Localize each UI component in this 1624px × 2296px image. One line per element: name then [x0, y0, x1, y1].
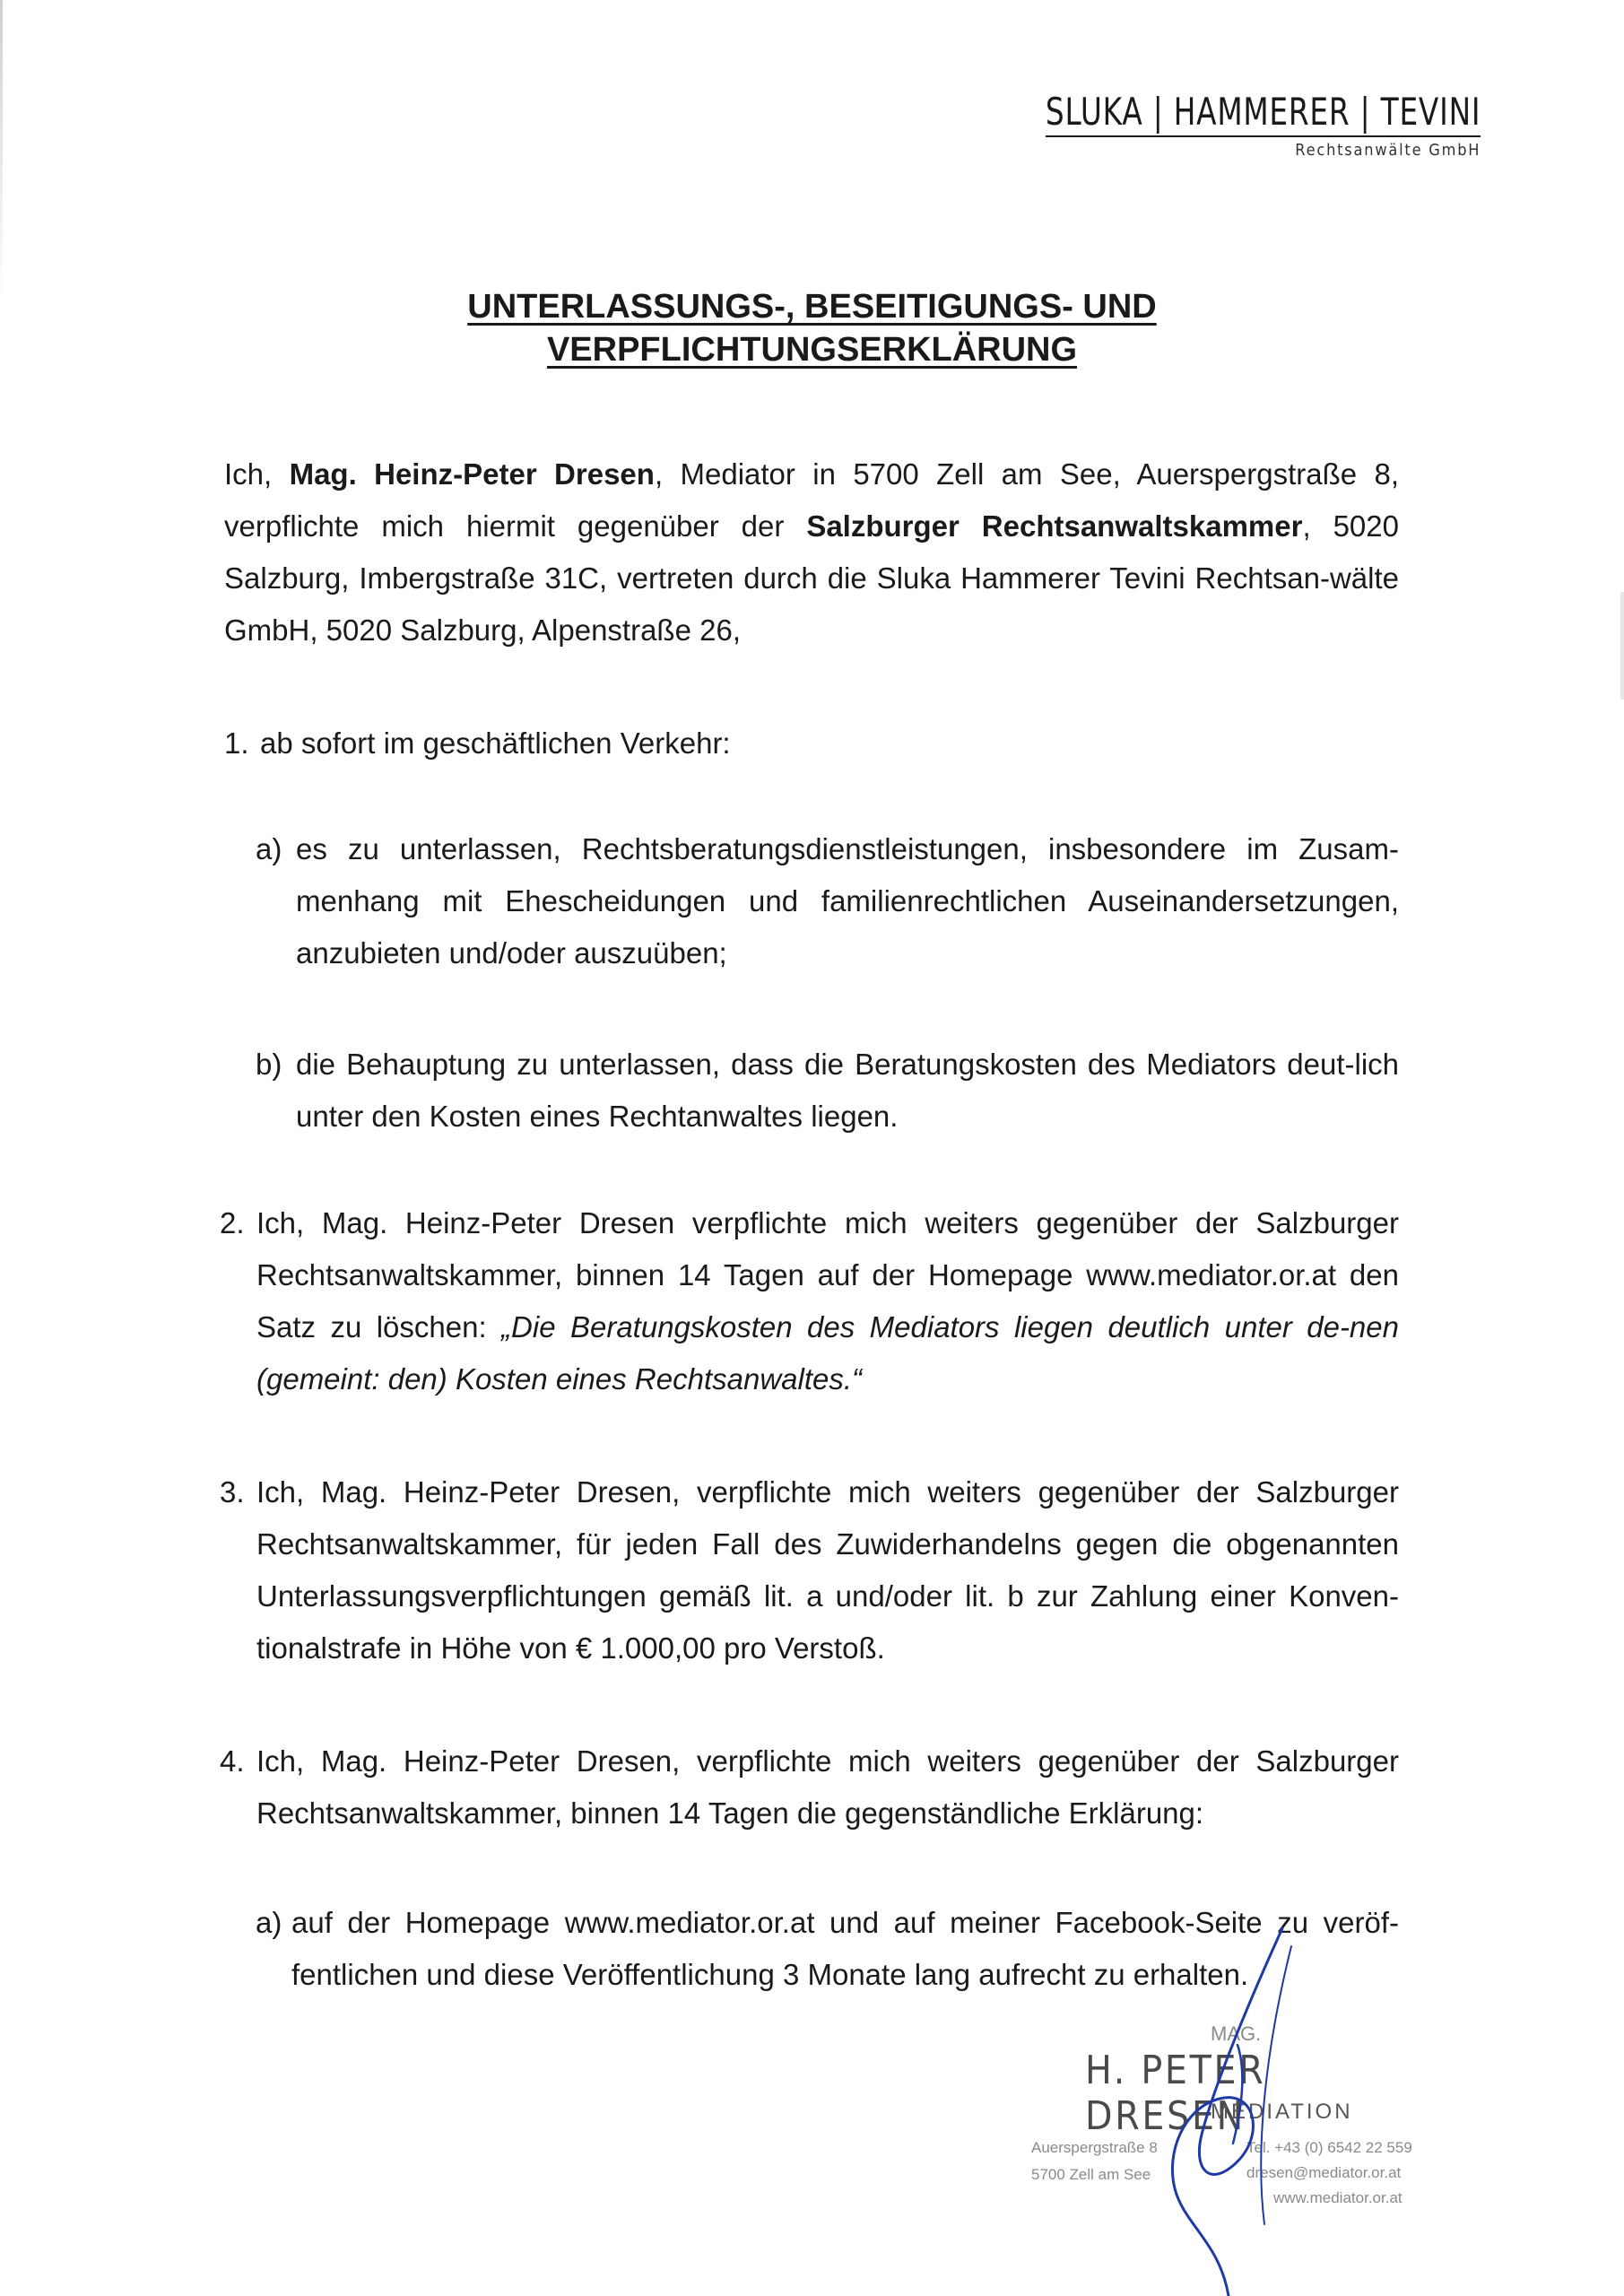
- item-2-number: 2.: [220, 1206, 245, 1239]
- stamp-phone: Tel. +43 (0) 6542 22 559: [1246, 2139, 1412, 2156]
- title-line-1: UNTERLASSUNGS-, BESEITIGUNGS- UND: [467, 288, 1157, 326]
- handwritten-signature: [1103, 1919, 1426, 2296]
- intro-text-1: Ich,: [224, 457, 290, 491]
- declarant-name: Mag. Heinz-Peter Dresen: [289, 457, 655, 491]
- firm-subtitle: Rechtsanwälte GmbH: [1294, 141, 1481, 160]
- item-4-text: Ich, Mag. Heinz-Peter Dresen, verpflichte mich weiters gegenüber der Salzburger Rechtsanwaltskammer, binnen 14 Tagen die gegenständliche Erklärung:: [256, 1744, 1399, 1830]
- item-1-text: ab sofort im geschäftlichen Verkehr:: [260, 726, 731, 760]
- document-title: [0, 285, 1624, 371]
- item-4a-text: auf der Homepage www.mediator.or.at und auf meiner Facebook-Seite zu veröf-fentlichen und diese Veröffentlichung 3 Monate lang aufrecht zu erhalten.: [291, 1906, 1399, 1991]
- item-2-body: Ich, Mag. Heinz-Peter Dresen verpflichte mich weiters gegenüber der Salzburger Rechtsanwaltskammer, binnen 14 Tagen auf der Homepage www.mediator.or.at den Satz zu löschen:: [256, 1206, 1399, 1344]
- item-1b-text: die Behauptung zu unterlassen, dass die Beratungskosten des Mediators deut-lich unter den Kosten eines Rechtanwaltes liegen.: [296, 1048, 1399, 1133]
- item-2-quote: „Die Beratungskosten des Mediators liegen deutlich unter de-nen (gemeint: den) Kosten eines Rechtsanwaltes.“: [256, 1310, 1399, 1396]
- item-3-number: 3.: [220, 1475, 245, 1509]
- stamp-mediation: MEDIATION: [1211, 2100, 1353, 2124]
- stamp-city: 5700 Zell am See: [1031, 2166, 1151, 2183]
- stamp-title: MAG.: [1211, 2022, 1262, 2045]
- item-1b-label: b): [256, 1048, 282, 1081]
- stamp-email: dresen@mediator.or.at: [1246, 2164, 1402, 2181]
- title-line-2: VERPFLICHTUNGSERKLÄRUNG: [546, 331, 1078, 369]
- intro-paragraph: [224, 448, 1399, 657]
- item-4-number: 4.: [220, 1744, 245, 1778]
- item-4a-label: a): [256, 1906, 282, 1939]
- intro-text-3: , 5020 Salzburg, Imbergstraße 31C, vertreten durch die Sluka Hammerer Tevini Rechtsan-wälte GmbH, 5020 Salzburg, Alpenstraße 26,: [224, 509, 1399, 647]
- item-3-text: Ich, Mag. Heinz-Peter Dresen, verpflichte mich weiters gegenüber der Salzburger Rechtsanwaltskammer, für jeden Fall des Zuwiderhandelns gegen die obgenannten Unterlassungsverpflichtungen gemäß lit. a und/oder lit. b zur Zahlung einer Konven-tionalstrafe in Höhe von € 1.000,00 pro Verstoß.: [256, 1475, 1399, 1665]
- stamp-website: www.mediator.or.at: [1273, 2189, 1403, 2206]
- chamber-name: Salzburger Rechtsanwaltskammer: [806, 509, 1303, 543]
- item-2-text: [256, 1197, 1399, 1405]
- scan-edge: [0, 0, 3, 305]
- item-1a-label: a): [256, 832, 282, 865]
- scan-edge-right: [1620, 592, 1624, 700]
- item-1-number: 1.: [224, 726, 249, 760]
- stamp-name: H. PETER DRESEN: [1085, 2048, 1266, 2139]
- intro-text-2: , Mediator in 5700 Zell am See, Auerspergstraße 8, verpflichte mich hiermit gegenüber der: [224, 457, 1400, 543]
- letterhead: [923, 90, 1481, 160]
- item-1a-text: es zu unterlassen, Rechtsberatungsdienstleistungen, insbesondere im Zusam-menhang mit Ehescheidungen und familienrechtlichen Auseinandersetzungen, anzubieten und/oder auszuüben;: [296, 832, 1399, 970]
- firm-name: SLUKA | HAMMERER | TEVINI: [1046, 90, 1481, 137]
- stamp-street: Auerspergstraße 8: [1031, 2139, 1158, 2156]
